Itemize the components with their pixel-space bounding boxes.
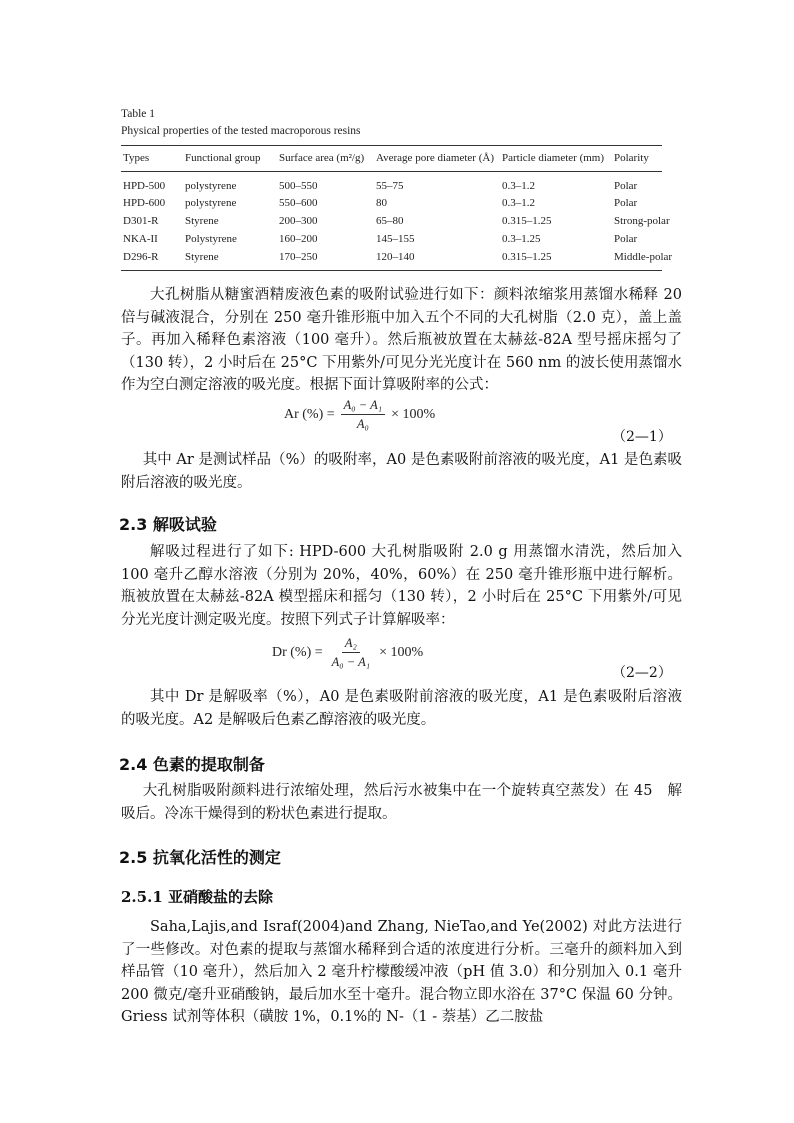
table-header: Types <box>123 152 150 164</box>
formula-fraction <box>329 636 373 670</box>
table-cell: 550–600 <box>279 197 318 209</box>
subsection-heading-2-5-1: 2.5.1 亚硝酸盐的去除 <box>121 888 273 906</box>
formula-lhs: Ar (%) = <box>284 407 335 422</box>
section-heading-2-4: 2.4 色素的提取制备 <box>119 755 265 774</box>
table-header-rule <box>121 171 662 172</box>
paragraph-extraction: 大孔树脂吸附颜料进行浓缩处理，然后污水被集中在一个旋转真空蒸发）在 45 解吸后。冷冻干燥得到的粉状色素进行提取。 <box>121 783 682 822</box>
formula-rhs: × 100% <box>391 407 436 422</box>
table-header: Particle diameter (mm) <box>502 152 605 164</box>
table-cell: Polar <box>614 197 638 209</box>
table-cell: Polystyrene <box>185 233 237 245</box>
table-cell: 0.315–1.25 <box>502 215 552 227</box>
table-cell: HPD-600 <box>123 197 166 209</box>
formula-rhs: × 100% <box>379 645 424 660</box>
table-caption-text: Physical properties of the tested macroporous resins <box>121 125 361 137</box>
table-cell: 0.3–1.2 <box>502 180 535 192</box>
table-cell: D296-R <box>123 251 159 263</box>
table-cell: polystyrene <box>185 180 237 192</box>
table-cell: Polar <box>614 233 638 245</box>
section-heading-2-5: 2.5 抗氧化活性的测定 <box>119 848 281 867</box>
table-cell: Styrene <box>185 215 219 227</box>
formula-lhs: Dr (%) = <box>272 645 323 660</box>
table-cell: 500–550 <box>279 180 318 192</box>
table-cell: Middle-polar <box>614 251 673 263</box>
formula-adsorption-rate <box>284 398 435 432</box>
paragraph-adsorption: 大孔树脂从糖蜜酒精废液色素的吸附试验进行如下：颜料浓缩浆用蒸馏水稀释 20 倍与碱液混合，分别在 250 毫升锥形瓶中加入五个不同的大孔树脂（2.0 克），盖上盖子。再加入稀释色素溶液（100 毫升）。然后瓶被放置在太赫兹-82A 型号摇床摇匀了（130 转），2 小时后在 25°C 下用紫外/可见分光光度计在 560 nm 的波长使用蒸馏水作为空白测定溶液的吸光度。根据下面计算吸附率的公式： <box>121 287 682 393</box>
paragraph-desorption-definitions: 其中 Dr 是解吸率（%），A0 是色素吸附前溶液的吸光度，A1 是色素吸附后溶液的吸光度。A2 是解吸后色素乙醇溶液的吸光度。 <box>121 689 682 728</box>
paragraph-adsorption-definitions: 其中 Ar 是测试样品（%）的吸附率，A0 是色素吸附前溶液的吸光度，A1 是色素吸附后溶液的吸光度。 <box>121 452 682 491</box>
formula-desorption-rate <box>272 636 423 670</box>
table-caption-title: Table 1 <box>121 108 156 120</box>
table-cell: 145–155 <box>376 233 415 245</box>
section-heading-2-3: 2.3 解吸试验 <box>119 515 217 534</box>
formula-numerator: A₂ <box>342 636 360 653</box>
table-cell: 80 <box>376 197 387 209</box>
table-cell: 0.3–1.25 <box>502 233 541 245</box>
table-bottom-rule <box>121 270 662 271</box>
table-cell: 200–300 <box>279 215 318 227</box>
paragraph-desorption: 解吸过程进行了如下: HPD-600 大孔树脂吸附 2.0 g 用蒸馏水清洗，然后加入 100 毫升乙醇水溶液（分别为 20%，40%，60%）在 250 毫升锥形瓶中进行解析。瓶被放置在太赫兹-82A 模型摇床和摇匀（130 转），2 小时后在 25°C 下用紫外/可见分光光度计测定吸光度。按照下列式子计算解吸率： <box>121 544 682 628</box>
table-cell: 120–140 <box>376 251 415 263</box>
table-cell: 160–200 <box>279 233 318 245</box>
table-cell: NKA-II <box>123 233 158 245</box>
table-cell: HPD-500 <box>123 180 166 192</box>
table-header: Functional group <box>185 152 261 164</box>
table-top-rule <box>121 145 662 146</box>
table-cell: 55–75 <box>376 180 404 192</box>
table-cell: 170–250 <box>279 251 318 263</box>
table-header: Average pore diameter (Å) <box>376 152 494 164</box>
table-cell: Styrene <box>185 251 219 263</box>
table-cell: 65–80 <box>376 215 404 227</box>
table-cell: D301-R <box>123 215 159 227</box>
table-header: Surface area (m²/g) <box>279 152 365 164</box>
table-cell: Polar <box>614 180 638 192</box>
paragraph-nitrite-removal: Saha,Lajis,and Israf(2004)and Zhang, NieTao,and Ye(2002) 对此方法进行了一些修改。对色素的提取与蒸馏水稀释到合适的浓度进行分析。三毫升的颜料加入到样品管（10 毫升），然后加入 2 毫升柠檬酸缓冲液（pH 值 3.0）和分别加入 0.1 毫升 200 微克/毫升亚硝酸钠，最后加水至十毫升。混合物立即水浴在 37°C 保温 60 分钟。Griess 试剂等体积（磺胺 1%，0.1%的 N-（1 - 萘基）乙二胺盐 <box>121 919 682 1025</box>
table-header: Polarity <box>614 152 649 164</box>
formula-fraction <box>341 398 385 432</box>
formula-numerator: A₀ − A₁ <box>341 398 385 415</box>
table-cell: polystyrene <box>185 197 237 209</box>
formula-denominator: A₀ <box>356 417 369 431</box>
equation-number: （2—1） <box>612 429 672 445</box>
formula-denominator: A₀ − A₁ <box>331 655 371 669</box>
table-cell: 0.3–1.2 <box>502 197 535 209</box>
table-cell: Strong-polar <box>614 215 670 227</box>
table-cell: 0.315–1.25 <box>502 251 552 263</box>
equation-number: （2—2） <box>612 665 672 681</box>
